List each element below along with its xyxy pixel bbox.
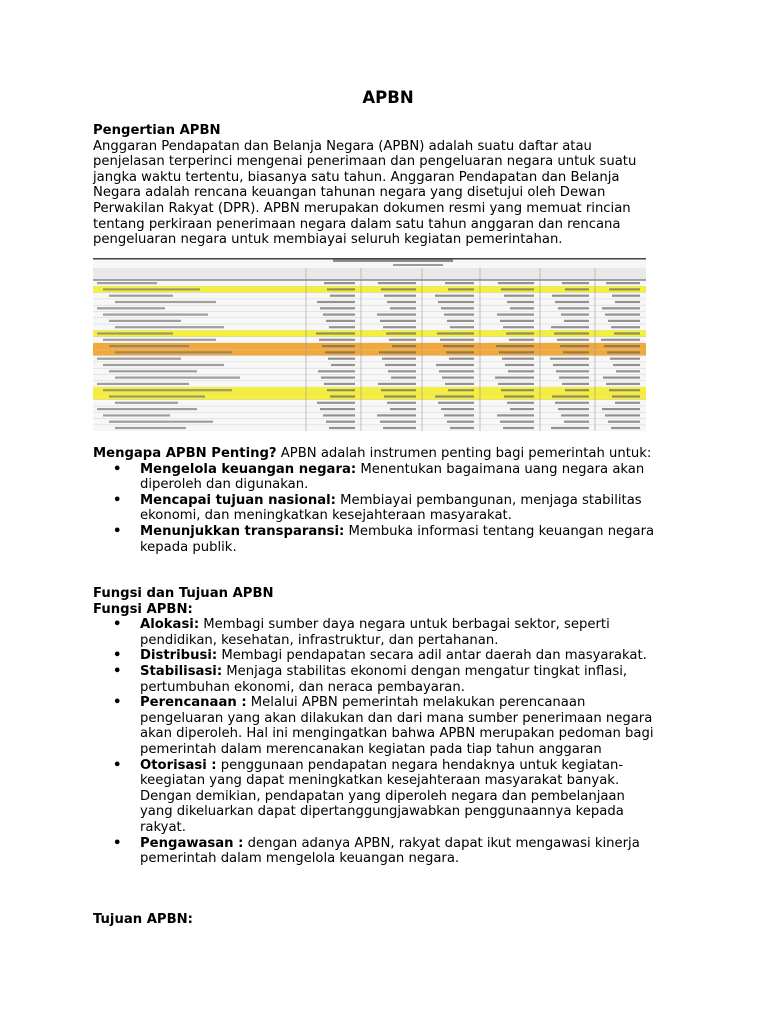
item-desc: Melalui APBN pemerintah melakukan perencanaan pengeluaran yang akan dilakukan dan dari mana sumber penerimaan negara akan diperoleh. Hal ini mengingatkan bahwa APBN merupakan pedoman bagi pemerintah dalam merencanakan kegiatan pada tiap tahun anggaran bbox=[140, 695, 654, 757]
table-row-label-blur bbox=[103, 339, 216, 341]
apbn-table-graphic bbox=[93, 258, 646, 431]
table-row-label-blur bbox=[115, 377, 240, 379]
table-cell-value-blur bbox=[503, 427, 534, 429]
penting-intro-paragraph bbox=[93, 446, 658, 462]
table-cell-value-blur bbox=[444, 314, 474, 316]
table-cell-value-blur bbox=[449, 358, 474, 360]
table-cell-value-blur bbox=[506, 332, 534, 334]
table-cell-value-blur bbox=[612, 295, 640, 297]
item-desc: Membuka informasi tentang keuangan negara kepada publik. bbox=[140, 523, 655, 555]
table-cell-value-blur bbox=[565, 288, 589, 290]
item-term: Perencanaan : bbox=[140, 695, 247, 711]
item-term: Alokasi: bbox=[140, 617, 200, 633]
table-cell-value-blur bbox=[390, 408, 416, 410]
table-cell-value-blur bbox=[443, 345, 474, 347]
table-row-label-blur bbox=[109, 320, 181, 322]
table-cell-value-blur bbox=[390, 307, 416, 309]
table-header-band bbox=[93, 268, 646, 280]
table-subtitle-blur bbox=[393, 264, 443, 266]
list-item bbox=[93, 695, 658, 757]
table-row-label-blur bbox=[109, 345, 189, 347]
table-row-label-blur bbox=[109, 421, 213, 423]
table-cell-value-blur bbox=[564, 320, 589, 322]
penting-heading: Mengapa APBN Penting? bbox=[93, 446, 277, 461]
table-cell-value-blur bbox=[501, 288, 534, 290]
table-cell-value-blur bbox=[550, 358, 589, 360]
table-cell-value-blur bbox=[607, 351, 640, 353]
table-cell-value-blur bbox=[377, 314, 416, 316]
table-cell-value-blur bbox=[329, 326, 355, 328]
penting-section bbox=[93, 446, 658, 555]
table-cell-value-blur bbox=[501, 389, 534, 391]
table-cell-value-blur bbox=[438, 402, 474, 404]
table-cell-value-blur bbox=[613, 364, 640, 366]
item-desc: Menjaga stabilitas ekonomi dengan mengatur tingkat inflasi, pertumbuhan ekonomi, dan neraca pembayaran. bbox=[140, 663, 628, 695]
table-cell-value-blur bbox=[329, 427, 355, 429]
table-cell-value-blur bbox=[318, 370, 355, 372]
pengertian-heading: Pengertian APBN bbox=[93, 123, 221, 138]
table-cell-value-blur bbox=[603, 377, 640, 379]
item-desc: dengan adanya APBN, rakyat dapat ikut mengawasi kinerja pemerintah dalam mengelola keuangan negara. bbox=[140, 835, 640, 867]
table-cell-value-blur bbox=[445, 383, 474, 385]
table-cell-value-blur bbox=[324, 383, 355, 385]
table-cell-value-blur bbox=[377, 414, 416, 416]
item-term: Stabilisasi: bbox=[140, 663, 223, 679]
table-cell-value-blur bbox=[602, 307, 640, 309]
table-cell-value-blur bbox=[556, 370, 589, 372]
table-cell-value-blur bbox=[384, 295, 416, 297]
table-cell-value-blur bbox=[448, 389, 474, 391]
table-cell-value-blur bbox=[387, 301, 416, 303]
table-cell-value-blur bbox=[561, 414, 589, 416]
table-cell-value-blur bbox=[552, 395, 589, 397]
table-row-label-blur bbox=[115, 326, 224, 328]
table-cell-value-blur bbox=[553, 364, 589, 366]
item-desc: Membagi pendapatan secara adil antar daerah dan masyarakat. bbox=[217, 648, 647, 664]
item-term: Pengawasan : bbox=[140, 835, 244, 851]
table-cell-value-blur bbox=[554, 332, 589, 334]
table-cell-value-blur bbox=[439, 370, 474, 372]
table-cell-value-blur bbox=[559, 377, 589, 379]
table-cell-value-blur bbox=[328, 358, 355, 360]
item-desc: Membagi sumber daya negara untuk berbagai sektor, seperti pendidikan, kesehatan, infrastruktur, dan pertahanan. bbox=[140, 617, 610, 648]
table-cell-value-blur bbox=[440, 339, 474, 341]
tujuan-section bbox=[93, 912, 658, 928]
table-cell-value-blur bbox=[448, 288, 474, 290]
table-row-label-blur bbox=[115, 351, 232, 353]
table-cell-value-blur bbox=[435, 295, 474, 297]
item-term: Mencapai tujuan nasional: bbox=[140, 492, 336, 508]
table-cell-value-blur bbox=[441, 307, 474, 309]
table-row-label-blur bbox=[97, 332, 173, 334]
list-item bbox=[93, 462, 658, 493]
table-cell-value-blur bbox=[612, 395, 640, 397]
table-cell-value-blur bbox=[327, 389, 355, 391]
table-cell-value-blur bbox=[444, 414, 474, 416]
table-cell-value-blur bbox=[392, 345, 416, 347]
table-cell-value-blur bbox=[327, 288, 355, 290]
table-cell-value-blur bbox=[380, 421, 416, 423]
table-cell-value-blur bbox=[555, 301, 589, 303]
table-cell-value-blur bbox=[379, 351, 416, 353]
table-cell-value-blur bbox=[616, 370, 640, 372]
table-top-rule bbox=[93, 258, 646, 260]
table-cell-value-blur bbox=[496, 345, 534, 347]
table-cell-value-blur bbox=[378, 282, 416, 284]
table-cell-value-blur bbox=[442, 377, 474, 379]
table-cell-value-blur bbox=[378, 383, 416, 385]
table-cell-value-blur bbox=[323, 314, 355, 316]
table-cell-value-blur bbox=[611, 326, 640, 328]
table-cell-value-blur bbox=[383, 326, 416, 328]
table-cell-value-blur bbox=[510, 307, 534, 309]
table-cell-value-blur bbox=[551, 427, 589, 429]
table-cell-value-blur bbox=[551, 326, 589, 328]
table-cell-value-blur bbox=[602, 408, 640, 410]
table-cell-value-blur bbox=[322, 345, 355, 347]
item-term: Distribusi: bbox=[140, 648, 218, 664]
table-cell-value-blur bbox=[606, 383, 640, 385]
table-cell-value-blur bbox=[500, 320, 534, 322]
table-cell-value-blur bbox=[382, 358, 416, 360]
table-cell-value-blur bbox=[606, 282, 640, 284]
table-cell-value-blur bbox=[437, 332, 474, 334]
table-cell-value-blur bbox=[609, 288, 640, 290]
pengertian-section bbox=[93, 123, 658, 248]
table-row-label-blur bbox=[97, 408, 197, 410]
table-cell-value-blur bbox=[605, 414, 640, 416]
table-cell-value-blur bbox=[500, 421, 534, 423]
table-cell-value-blur bbox=[436, 364, 474, 366]
list-item bbox=[93, 648, 658, 664]
list-item bbox=[93, 493, 658, 524]
table-cell-value-blur bbox=[326, 421, 355, 423]
table-row-label-blur bbox=[109, 370, 197, 372]
item-term: Otorisasi : bbox=[140, 757, 217, 773]
item-term: Menunjukkan transparansi: bbox=[140, 523, 345, 539]
table-cell-value-blur bbox=[325, 351, 355, 353]
fungsi-heading: Fungsi dan Tujuan APBN bbox=[93, 586, 274, 601]
item-term: Mengelola keuangan negara: bbox=[140, 461, 357, 477]
table-cell-value-blur bbox=[495, 377, 534, 379]
table-cell-value-blur bbox=[391, 377, 416, 379]
table-cell-value-blur bbox=[319, 339, 355, 341]
table-cell-value-blur bbox=[320, 307, 355, 309]
table-cell-value-blur bbox=[330, 295, 355, 297]
table-row-label-blur bbox=[109, 395, 205, 397]
table-cell-value-blur bbox=[605, 314, 640, 316]
table-cell-value-blur bbox=[504, 395, 534, 397]
table-cell-value-blur bbox=[331, 364, 355, 366]
table-cell-value-blur bbox=[609, 389, 640, 391]
table-cell-value-blur bbox=[552, 295, 589, 297]
table-cell-value-blur bbox=[615, 301, 640, 303]
table-cell-value-blur bbox=[498, 282, 534, 284]
table-row-label-blur bbox=[115, 427, 186, 429]
table-cell-value-blur bbox=[446, 351, 474, 353]
list-item bbox=[93, 617, 658, 648]
table-row-label-blur bbox=[103, 314, 208, 316]
table-cell-value-blur bbox=[562, 383, 589, 385]
table-cell-value-blur bbox=[601, 339, 640, 341]
table-cell-value-blur bbox=[316, 332, 355, 334]
table-row-label-blur bbox=[97, 358, 181, 360]
table-cell-value-blur bbox=[555, 402, 589, 404]
table-cell-value-blur bbox=[317, 402, 355, 404]
table-cell-value-blur bbox=[447, 421, 474, 423]
table-cell-value-blur bbox=[381, 389, 416, 391]
table-cell-value-blur bbox=[497, 314, 534, 316]
table-cell-value-blur bbox=[497, 414, 534, 416]
item-desc: Menentukan bagaimana uang negara akan diperoleh dan digunakan. bbox=[140, 461, 645, 493]
table-cell-value-blur bbox=[610, 358, 640, 360]
table-cell-value-blur bbox=[321, 377, 355, 379]
table-row-label-blur bbox=[103, 288, 200, 290]
table-cell-value-blur bbox=[611, 427, 640, 429]
table-cell-value-blur bbox=[564, 421, 589, 423]
table-cell-value-blur bbox=[445, 282, 474, 284]
table-cell-value-blur bbox=[563, 351, 589, 353]
table-row-label-blur bbox=[97, 383, 189, 385]
table-cell-value-blur bbox=[499, 351, 534, 353]
table-cell-value-blur bbox=[330, 395, 355, 397]
item-desc: Membiayai pembangunan, menjaga stabilitas ekonomi, dan meningkatkan kesejahteraan masyarakat. bbox=[140, 492, 642, 524]
table-cell-value-blur bbox=[387, 402, 416, 404]
table-cell-value-blur bbox=[558, 307, 589, 309]
item-desc: penggunaan pendapatan negara hendaknya untuk kegiatan-keegiatan yang dapat meningkatkan kesejahteraan masyarakat banyak. Dengan demikian, pendapatan yang diperoleh negara dan pembelanjaan yang dikeluarkan dapat dipertanggungjawabkan penggunaannya kepada rakyat. bbox=[140, 757, 625, 835]
table-cell-value-blur bbox=[389, 339, 416, 341]
table-cell-value-blur bbox=[438, 301, 474, 303]
table-cell-value-blur bbox=[560, 345, 589, 347]
table-cell-value-blur bbox=[614, 332, 640, 334]
table-cell-value-blur bbox=[615, 402, 640, 404]
table-cell-value-blur bbox=[561, 314, 589, 316]
table-cell-value-blur bbox=[320, 408, 355, 410]
table-cell-value-blur bbox=[505, 364, 534, 366]
penting-intro: APBN adalah instrumen penting bagi pemerintah untuk: bbox=[276, 446, 652, 461]
table-cell-value-blur bbox=[565, 389, 589, 391]
table-cell-value-blur bbox=[317, 301, 355, 303]
table-cell-value-blur bbox=[509, 339, 534, 341]
penting-list bbox=[93, 462, 658, 556]
table-cell-value-blur bbox=[504, 295, 534, 297]
table-cell-value-blur bbox=[510, 408, 534, 410]
table-cell-value-blur bbox=[384, 395, 416, 397]
table-cell-value-blur bbox=[383, 427, 416, 429]
table-cell-value-blur bbox=[450, 326, 474, 328]
list-item bbox=[93, 664, 658, 695]
table-cell-value-blur bbox=[562, 282, 589, 284]
list-item bbox=[93, 524, 658, 555]
table-cell-value-blur bbox=[441, 408, 474, 410]
table-cell-value-blur bbox=[386, 332, 416, 334]
table-row-label-blur bbox=[103, 364, 224, 366]
table-cell-value-blur bbox=[604, 345, 640, 347]
table-cell-value-blur bbox=[450, 427, 474, 429]
table-cell-value-blur bbox=[435, 395, 474, 397]
table-row-label-blur bbox=[97, 307, 165, 309]
table-cell-value-blur bbox=[388, 370, 416, 372]
table-cell-value-blur bbox=[447, 320, 474, 322]
table-row-label-blur bbox=[103, 414, 170, 416]
table-cell-value-blur bbox=[503, 326, 534, 328]
table-cell-value-blur bbox=[326, 320, 355, 322]
tujuan-heading: Tujuan APBN: bbox=[93, 912, 193, 927]
table-cell-value-blur bbox=[385, 364, 416, 366]
table-row-label-blur bbox=[103, 389, 232, 391]
table-cell-value-blur bbox=[381, 288, 416, 290]
table-cell-value-blur bbox=[380, 320, 416, 322]
table-cell-value-blur bbox=[608, 421, 640, 423]
table-cell-value-blur bbox=[324, 282, 355, 284]
list-item bbox=[93, 758, 658, 836]
fungsi-list bbox=[93, 617, 658, 867]
page-title: APBN bbox=[362, 88, 414, 107]
table-cell-value-blur bbox=[508, 370, 534, 372]
table-row-label-blur bbox=[115, 301, 216, 303]
list-item bbox=[93, 836, 658, 867]
table-cell-value-blur bbox=[498, 383, 534, 385]
table-cell-value-blur bbox=[507, 402, 534, 404]
fungsi-section bbox=[93, 586, 658, 867]
table-cell-value-blur bbox=[507, 301, 534, 303]
table-row-label-blur bbox=[115, 402, 178, 404]
table-row-label-blur bbox=[97, 282, 157, 284]
table-cell-value-blur bbox=[323, 414, 355, 416]
fungsi-subheading: Fungsi APBN: bbox=[93, 601, 193, 617]
table-cell-value-blur bbox=[558, 408, 589, 410]
table-row-label-blur bbox=[109, 295, 173, 297]
table-cell-value-blur bbox=[557, 339, 589, 341]
table-cell-value-blur bbox=[502, 358, 534, 360]
pengertian-text: Anggaran Pendapatan dan Belanja Negara (APBN) adalah suatu daftar atau penjelasan terperinci mengenai penerimaan dan pengeluaran negara untuk suatu jangka waktu tertentu, biasanya satu tahun. Anggaran Pendapatan dan Belanja Negara adalah rencana keuangan tahunan negara yang disetujui oleh Dewan Perwakilan Rakyat (DPR). APBN merupakan dokumen resmi yang memuat rincian tentang perkiraan penerimaan negara dalam satu tahun anggaran dan rencana pengeluaran negara untuk membiayai seluruh kegiatan pemerintahan. bbox=[93, 138, 637, 248]
table-cell-value-blur bbox=[608, 320, 640, 322]
apbn-table-image bbox=[93, 258, 646, 431]
